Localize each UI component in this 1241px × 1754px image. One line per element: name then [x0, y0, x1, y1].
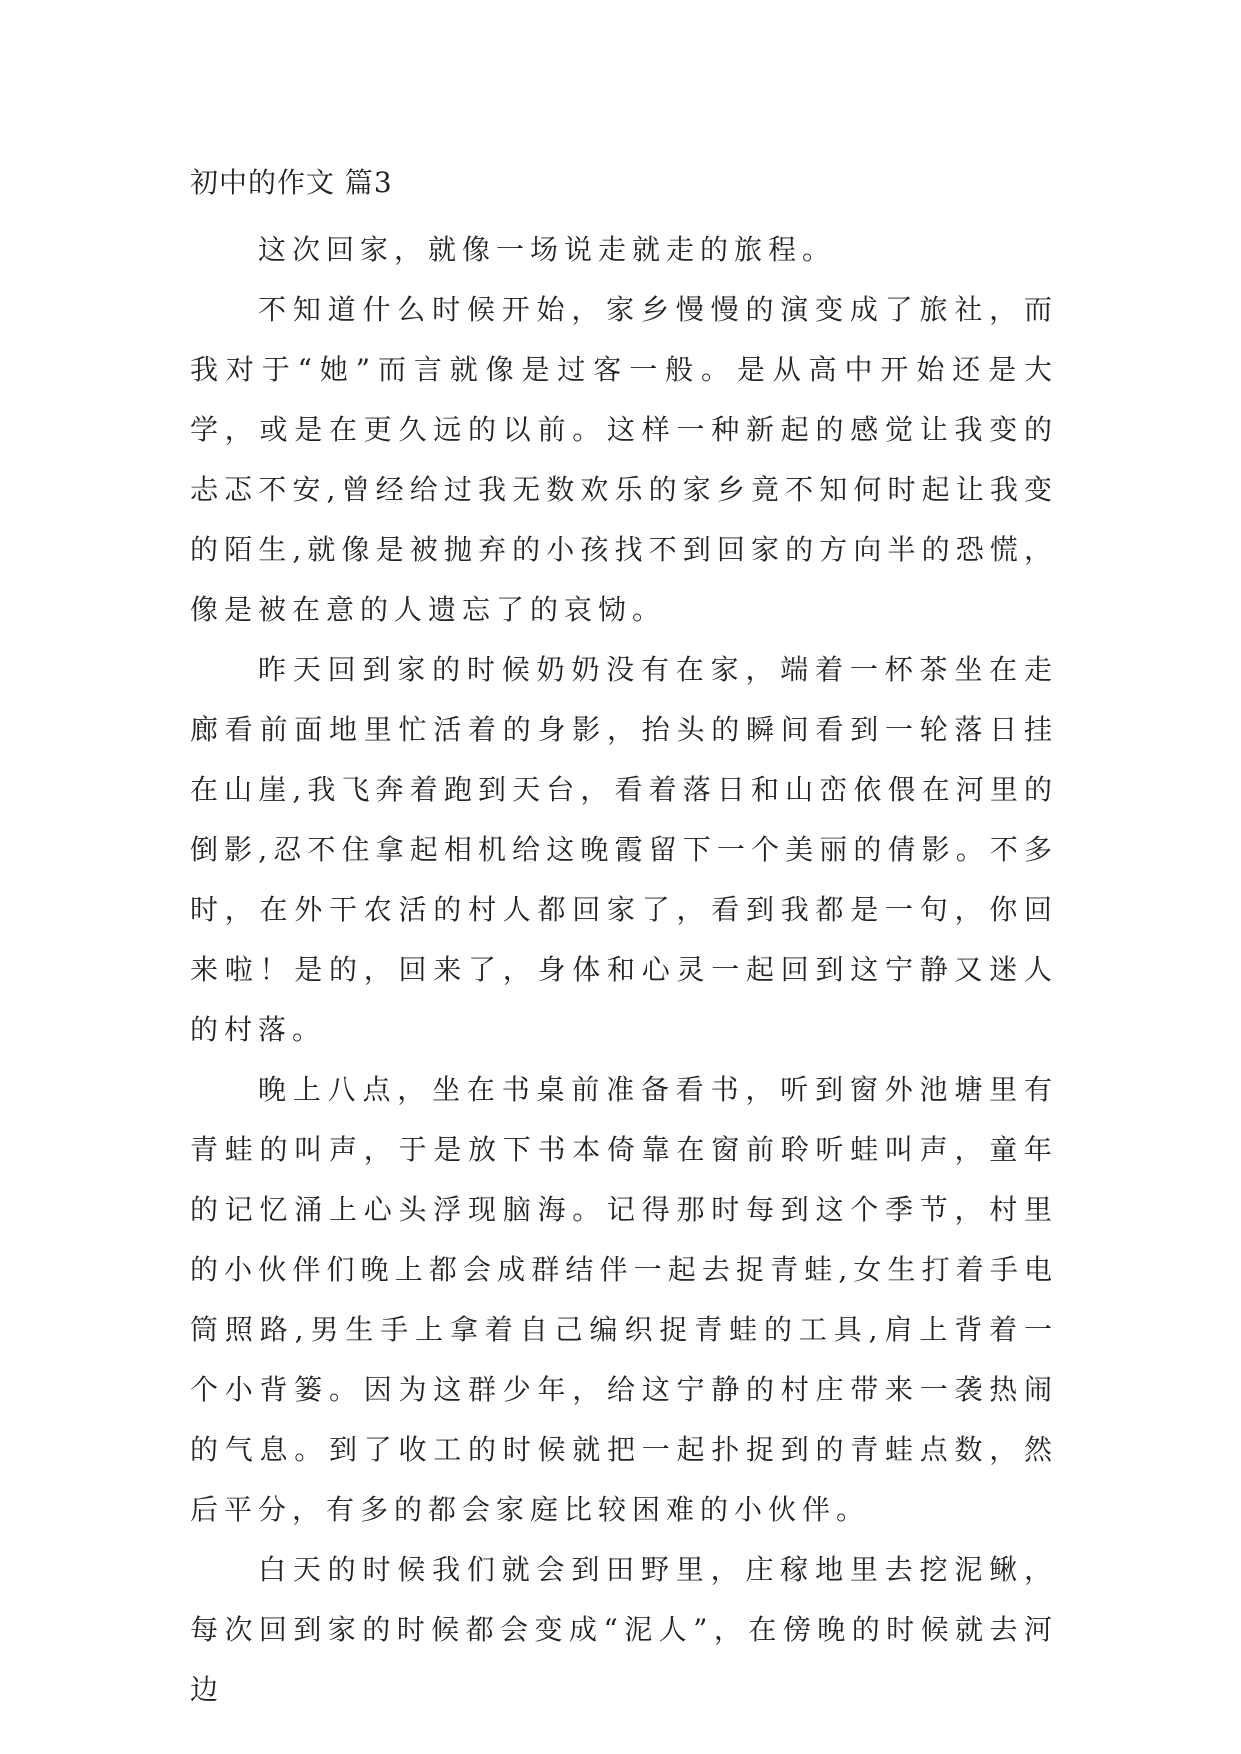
paragraph: 这次回家，就像一场说走就走的旅程。: [258, 233, 837, 266]
document-body: [190, 220, 1058, 1720]
paragraph: 白天的时候我们就会到田野里，庄稼地里去挖泥鳅，每次回到家的时候都会变成“泥人”，在傍晚的时候就去河边: [190, 1553, 1058, 1706]
paragraph: 不知道什么时候开始，家乡慢慢的演变成了旅社，而我对于“她”而言就像是过客一般。是从高中开始还是大学，或是在更久远的以前。这样一种新起的感觉让我变的忐忑不安,曾经给过我无数欢乐的家乡竟不知何时起让我变的陌生,就像是被抛弃的小孩找不到回家的方向半的恐慌，像是被在意的人遗忘了的哀恸。: [190, 293, 1058, 626]
document-title: 初中的作文 篇3: [190, 166, 393, 199]
paragraph: 昨天回到家的时候奶奶没有在家，端着一杯茶坐在走廊看前面地里忙活着的身影，抬头的瞬间看到一轮落日挂在山崖,我飞奔着跑到天台，看着落日和山峦依偎在河里的倒影,忍不住拿起相机给这晚霞留下一个美丽的倩影。不多时，在外干农活的村人都回家了，看到我都是一句，你回来啦！是的，回来了，身体和心灵一起回到这宁静又迷人的村落。: [190, 653, 1058, 1046]
paragraph: 晚上八点，坐在书桌前准备看书，听到窗外池塘里有青蛙的叫声，于是放下书本倚靠在窗前聆听蛙叫声，童年的记忆涌上心头浮现脑海。记得那时每到这个季节，村里的小伙伴们晚上都会成群结伴一起去捉青蛙,女生打着手电筒照路,男生手上拿着自己编织捉青蛙的工具,肩上背着一个小背篓。因为这群少年，给这宁静的村庄带来一袭热闹的气息。到了收工的时候就把一起扑捉到的青蛙点数，然后平分，有多的都会家庭比较困难的小伙伴。: [190, 1073, 1058, 1526]
